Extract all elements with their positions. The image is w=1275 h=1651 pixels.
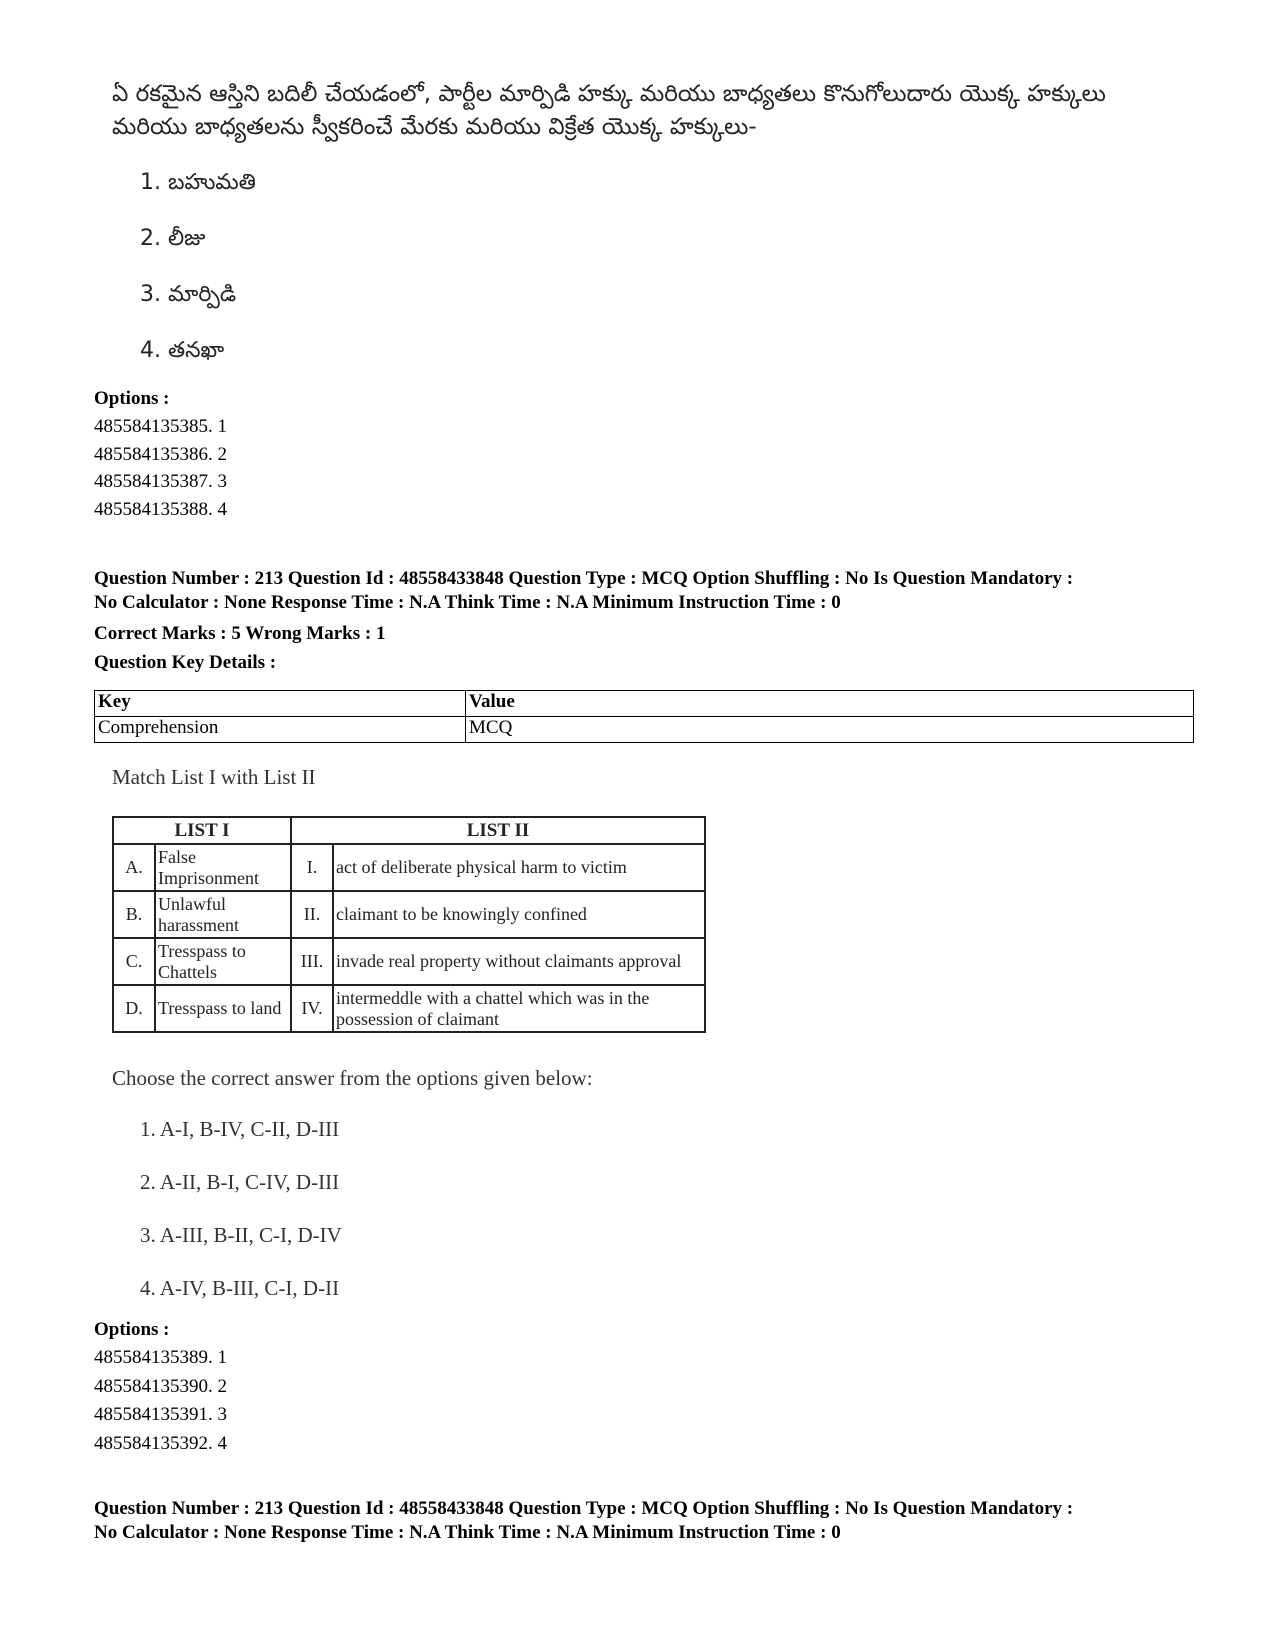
value-header: Value (466, 691, 1194, 717)
question-stem: ఏ రకమైన ఆస్తిని బదిలీ చేయడంలో, పార్టీల మార్పిడి హక్కు మరియు బాధ్యతలు కొనుగోలుదారు యొక్క హక్కులు మరియు బాధ్యతలను స్వీకరించే మేరకు మరియు విక్రేత యొక్క హక్కులు- (112, 81, 1106, 140)
list-1-letter: A. (113, 844, 155, 891)
value-cell: MCQ (466, 717, 1194, 743)
answer-choice: 2. A-II, B-I, C-IV, D-III (140, 1170, 340, 1194)
marks-line: Correct Marks : 5 Wrong Marks : 1 (94, 623, 386, 644)
key-details-table (94, 690, 1194, 743)
option-id: 485584135385. 1 (94, 416, 227, 437)
option-id: 485584135391. 3 (94, 1404, 227, 1425)
option-id: 485584135386. 2 (94, 444, 227, 465)
question-meta-line: Question Number : 213 Question Id : 48558433848 Question Type : MCQ Option Shuffling : No Is Question Mandatory : (94, 568, 1074, 589)
key-cell: Comprehension (95, 717, 466, 743)
option-id: 485584135392. 4 (94, 1433, 227, 1454)
question-choice: 3. మార్పిడి (140, 282, 237, 307)
key-details-label: Question Key Details : (94, 652, 277, 673)
list-1-item: False Imprisonment (155, 844, 291, 891)
list-2-item: act of deliberate physical harm to victim (333, 844, 705, 891)
question-choice: 1. బహుమతి (140, 170, 256, 195)
question-meta-line: Question Number : 213 Question Id : 48558433848 Question Type : MCQ Option Shuffling : No Is Question Mandatory : (94, 1498, 1074, 1519)
list-2-numeral: III. (291, 938, 333, 985)
list-1-letter: C. (113, 938, 155, 985)
option-id: 485584135390. 2 (94, 1376, 227, 1397)
list-2-numeral: I. (291, 844, 333, 891)
list-1-letter: D. (113, 985, 155, 1032)
options-heading: Options : (94, 1319, 170, 1340)
answer-choice: 4. A-IV, B-III, C-I, D-II (140, 1276, 340, 1300)
question-choice: 4. తనఖా (140, 338, 225, 363)
question-meta-line: No Calculator : None Response Time : N.A Think Time : N.A Minimum Instruction Time : 0 (94, 1522, 841, 1543)
answer-choice: 3. A-III, B-II, C-I, D-IV (140, 1223, 342, 1247)
option-id: 485584135388. 4 (94, 499, 227, 520)
match-title: Match List I with List II (112, 765, 316, 789)
instruction-text: Choose the correct answer from the options given below: (112, 1066, 593, 1090)
list-1-header: LIST I (113, 817, 291, 844)
list-2-header: LIST II (291, 817, 705, 844)
answer-choice: 1. A-I, B-IV, C-II, D-III (140, 1117, 340, 1141)
list-2-numeral: II. (291, 891, 333, 938)
options-heading: Options : (94, 388, 170, 409)
question-meta (94, 1497, 1194, 1545)
option-id: 485584135389. 1 (94, 1347, 227, 1368)
list-1-letter: B. (113, 891, 155, 938)
list-2-numeral: IV. (291, 985, 333, 1032)
list-1-item: Tresspass to Chattels (155, 938, 291, 985)
list-1-item: Tresspass to land (155, 985, 291, 1032)
question-meta (94, 567, 1194, 615)
list-2-item: claimant to be knowingly confined (333, 891, 705, 938)
list-2-item: intermeddle with a chattel which was in the possession of claimant (333, 985, 705, 1032)
key-header: Key (95, 691, 466, 717)
question-meta-line: No Calculator : None Response Time : N.A Think Time : N.A Minimum Instruction Time : 0 (94, 592, 841, 613)
list-1-item: Unlawful harassment (155, 891, 291, 938)
option-id: 485584135387. 3 (94, 471, 227, 492)
list-2-item: invade real property without claimants approval (333, 938, 705, 985)
question-choice: 2. లీజు (140, 226, 206, 251)
match-table (112, 816, 706, 1033)
